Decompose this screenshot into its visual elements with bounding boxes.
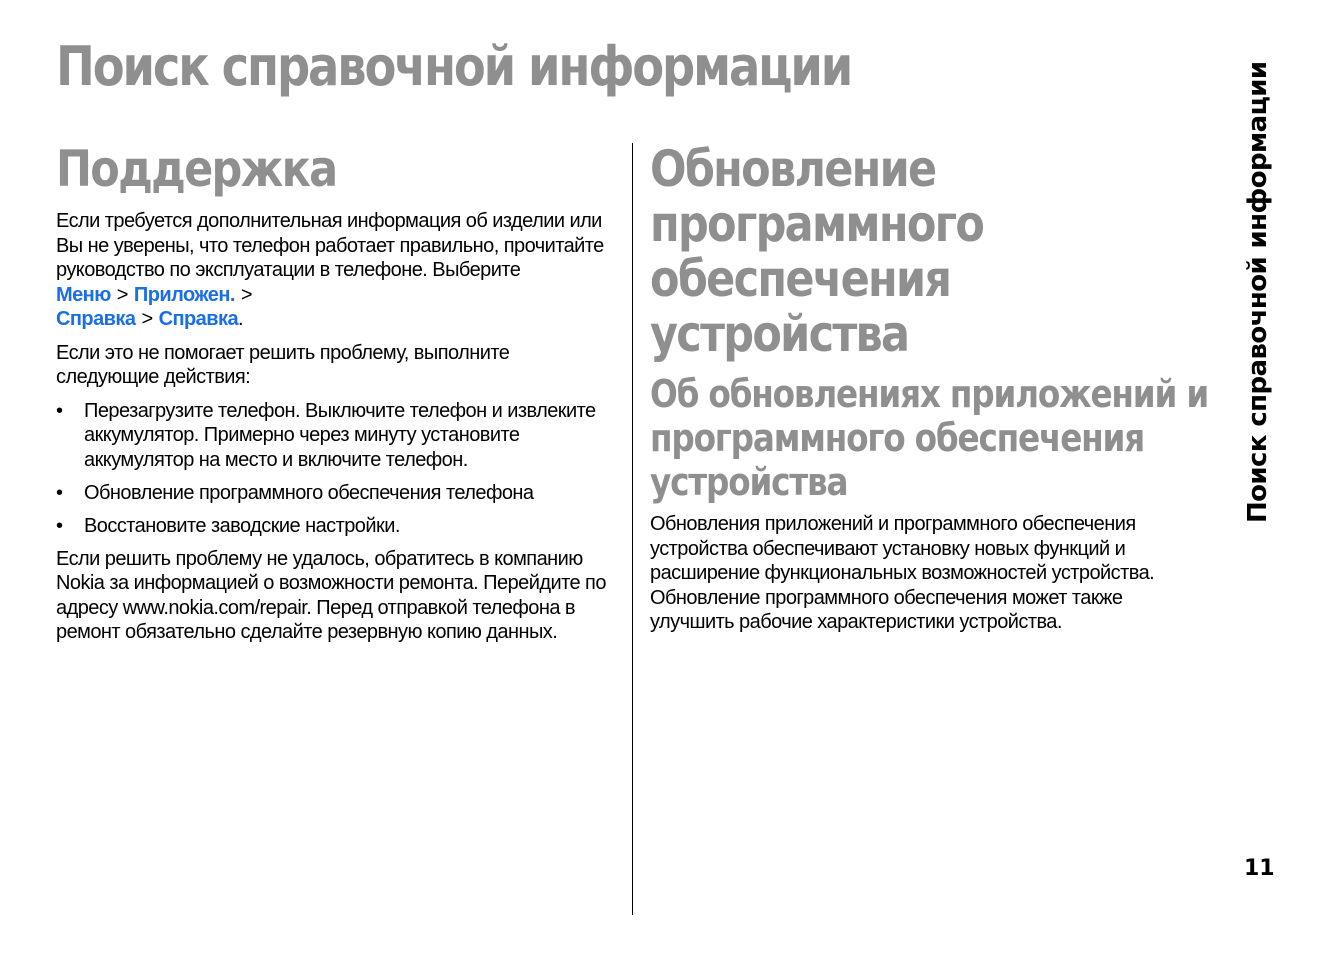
path-end: .	[238, 308, 244, 330]
help-sublink[interactable]: Справка	[158, 308, 239, 330]
bullet-icon: •	[56, 399, 63, 422]
path-separator: >	[116, 283, 128, 306]
support-intro	[56, 209, 616, 332]
path-separator: >	[240, 283, 253, 306]
menu-link[interactable]: Меню	[56, 283, 111, 306]
about-updates-body: Обновления приложений и программного обеспечения устройства обеспечивают установку новых функций и расширение функциональных возможностей устройства. Обновление программного обеспечения может также улучшить рабочие характеристики устройства.	[650, 513, 1155, 633]
software-update-heading: Обновление программного обеспечения устройства	[650, 140, 984, 363]
path-separator: >	[141, 308, 153, 330]
bullet-icon: •	[56, 514, 63, 537]
support-para-3: Если решить проблему не удалось, обратитесь в компанию Nokia за информацией о возможности ремонта. Перейдите по адресу www.nokia.com/repair. Перед отправкой телефона в ремонт обязательно сделайте резервную копию данных.	[56, 547, 606, 643]
bullet-icon: •	[56, 481, 63, 504]
software-update-section	[650, 140, 1210, 635]
list-item: • Восстановите заводские настройки.	[56, 514, 400, 537]
about-updates-subheading: Об обновлениях приложений и программного обеспечения устройства	[650, 372, 1209, 504]
list-item: • Обновление программного обеспечения телефона	[56, 481, 534, 504]
help-link[interactable]: Справка	[56, 308, 136, 330]
page-title: Поиск справочной информации	[56, 35, 852, 98]
page-number: 11	[1244, 856, 1275, 881]
list-item: • Перезагрузите телефон. Выключите телефон и извлеките аккумулятор. Примерно через минуту установите аккумулятор на место и включите телефон.	[56, 399, 596, 471]
column-divider	[632, 143, 633, 915]
support-section	[56, 140, 616, 645]
applications-link[interactable]: Приложен.	[133, 283, 235, 306]
chapter-side-tab: Поиск справочной информации	[1243, 61, 1273, 523]
support-para-2: Если это не помогает решить проблему, выполните следующие действия:	[56, 341, 510, 388]
support-heading: Поддержка	[56, 140, 337, 198]
troubleshoot-list	[56, 399, 616, 539]
support-intro-text: Если требуется дополнительная информация об изделии или Вы не уверены, что телефон работает правильно, прочитайте руководство по эксплуатации в телефоне. Выберите	[56, 210, 604, 281]
